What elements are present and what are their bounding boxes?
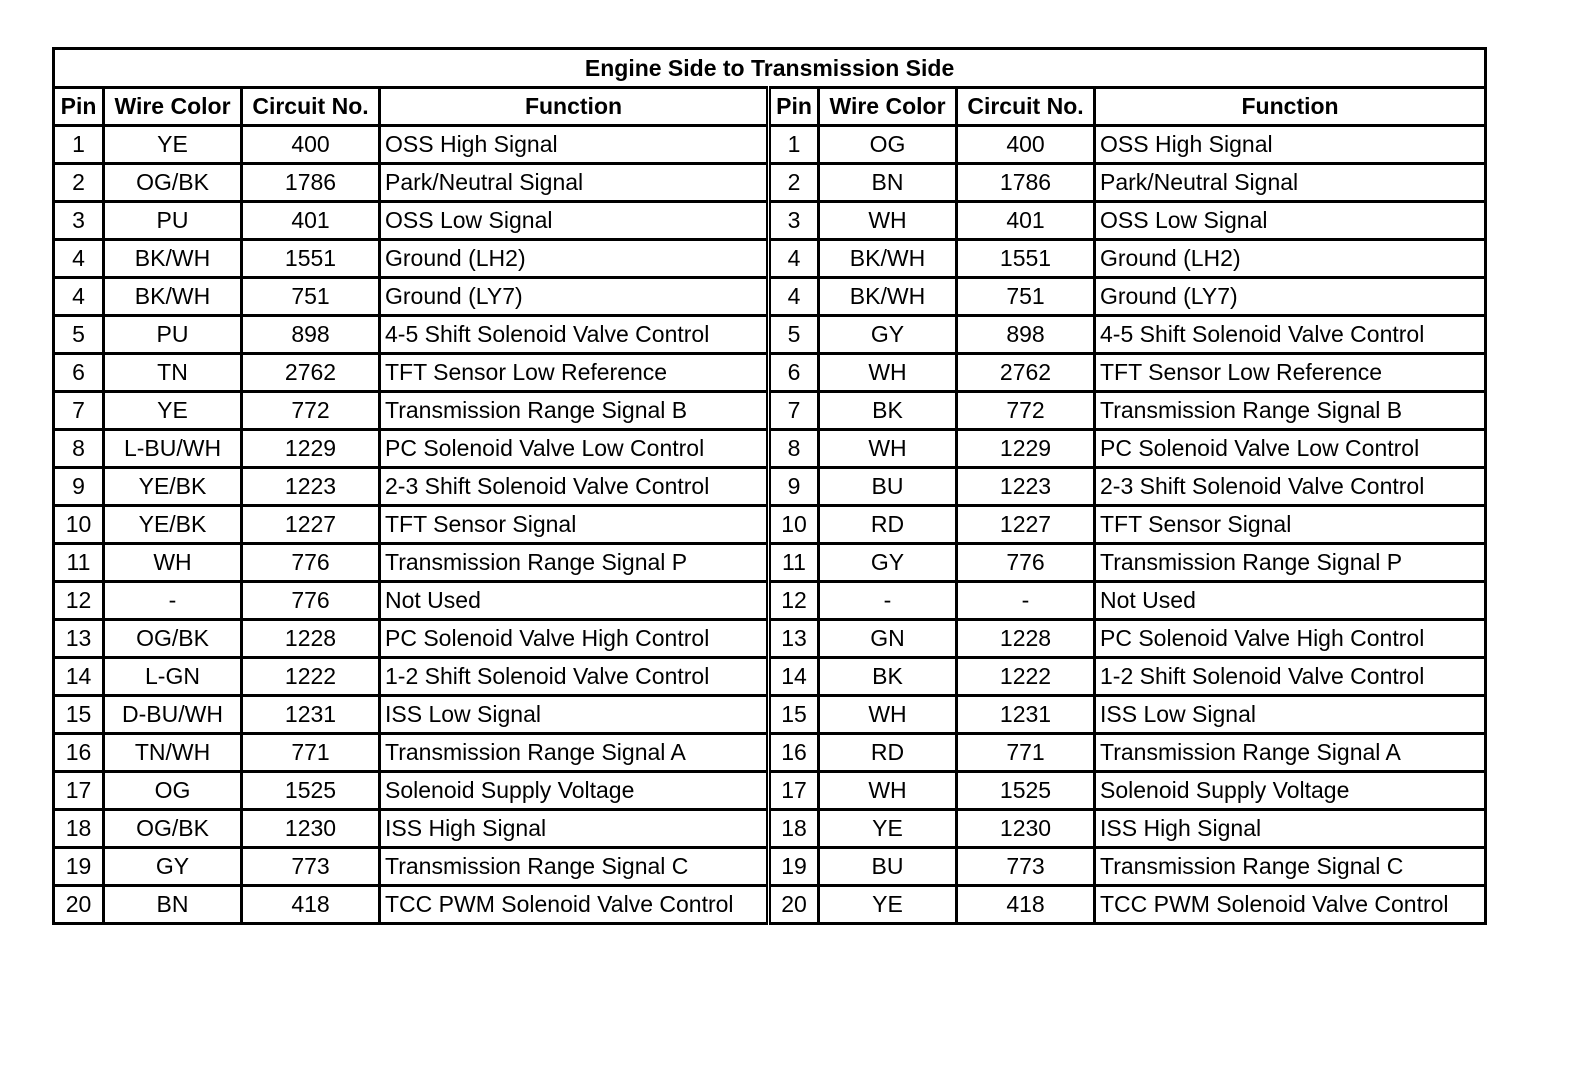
trans-circuit-no-cell: 776 <box>957 544 1095 582</box>
trans-wire-color-cell: WH <box>819 772 957 810</box>
trans-function-cell: Transmission Range Signal A <box>1095 734 1486 772</box>
trans-pin-cell: 19 <box>769 848 819 886</box>
trans-circuit-no-cell: 1230 <box>957 810 1095 848</box>
title-row <box>54 49 1486 88</box>
engine-wire-color-cell: BK/WH <box>104 240 242 278</box>
header-engine-circuit-no: Circuit No. <box>242 88 380 126</box>
engine-wire-color-cell: OG/BK <box>104 164 242 202</box>
trans-pin-cell: 6 <box>769 354 819 392</box>
trans-pin-cell: 11 <box>769 544 819 582</box>
trans-wire-color-cell: YE <box>819 810 957 848</box>
trans-function-cell: TFT Sensor Low Reference <box>1095 354 1486 392</box>
engine-circuit-no-cell: 401 <box>242 202 380 240</box>
trans-pin-cell: 3 <box>769 202 819 240</box>
engine-circuit-no-cell: 1229 <box>242 430 380 468</box>
trans-function-cell: PC Solenoid Valve Low Control <box>1095 430 1486 468</box>
trans-circuit-no-cell: 418 <box>957 886 1095 924</box>
engine-function-cell: PC Solenoid Valve High Control <box>380 620 769 658</box>
trans-pin-cell: 12 <box>769 582 819 620</box>
engine-wire-color-cell: YE/BK <box>104 506 242 544</box>
engine-pin-cell: 16 <box>54 734 104 772</box>
trans-pin-cell: 10 <box>769 506 819 544</box>
engine-circuit-no-cell: 776 <box>242 544 380 582</box>
engine-function-cell: OSS Low Signal <box>380 202 769 240</box>
engine-wire-color-cell: L-GN <box>104 658 242 696</box>
table-row <box>54 240 1486 278</box>
table-row <box>54 354 1486 392</box>
table-row <box>54 430 1486 468</box>
trans-function-cell: Transmission Range Signal P <box>1095 544 1486 582</box>
trans-function-cell: Park/Neutral Signal <box>1095 164 1486 202</box>
table-row <box>54 582 1486 620</box>
engine-circuit-no-cell: 400 <box>242 126 380 164</box>
trans-circuit-no-cell: 1222 <box>957 658 1095 696</box>
table-row <box>54 848 1486 886</box>
engine-function-cell: TFT Sensor Signal <box>380 506 769 544</box>
trans-function-cell: Transmission Range Signal C <box>1095 848 1486 886</box>
engine-circuit-no-cell: 772 <box>242 392 380 430</box>
header-trans-pin: Pin <box>769 88 819 126</box>
table-row <box>54 202 1486 240</box>
engine-function-cell: 1-2 Shift Solenoid Valve Control <box>380 658 769 696</box>
trans-wire-color-cell: WH <box>819 354 957 392</box>
trans-circuit-no-cell: 1551 <box>957 240 1095 278</box>
engine-wire-color-cell: TN <box>104 354 242 392</box>
engine-function-cell: TFT Sensor Low Reference <box>380 354 769 392</box>
engine-wire-color-cell: TN/WH <box>104 734 242 772</box>
engine-function-cell: ISS Low Signal <box>380 696 769 734</box>
trans-pin-cell: 17 <box>769 772 819 810</box>
trans-wire-color-cell: - <box>819 582 957 620</box>
engine-pin-cell: 20 <box>54 886 104 924</box>
trans-wire-color-cell: WH <box>819 430 957 468</box>
trans-circuit-no-cell: 751 <box>957 278 1095 316</box>
trans-wire-color-cell: GY <box>819 316 957 354</box>
connector-pinout-table <box>52 47 1487 925</box>
trans-function-cell: ISS High Signal <box>1095 810 1486 848</box>
engine-circuit-no-cell: 1231 <box>242 696 380 734</box>
engine-pin-cell: 4 <box>54 278 104 316</box>
engine-pin-cell: 7 <box>54 392 104 430</box>
engine-pin-cell: 18 <box>54 810 104 848</box>
engine-wire-color-cell: PU <box>104 316 242 354</box>
trans-circuit-no-cell: 1223 <box>957 468 1095 506</box>
trans-function-cell: ISS Low Signal <box>1095 696 1486 734</box>
engine-function-cell: ISS High Signal <box>380 810 769 848</box>
engine-wire-color-cell: GY <box>104 848 242 886</box>
table-title: Engine Side to Transmission Side <box>54 49 1486 88</box>
trans-function-cell: TCC PWM Solenoid Valve Control <box>1095 886 1486 924</box>
trans-circuit-no-cell: 772 <box>957 392 1095 430</box>
table-row <box>54 278 1486 316</box>
engine-circuit-no-cell: 418 <box>242 886 380 924</box>
header-trans-function: Function <box>1095 88 1486 126</box>
engine-pin-cell: 4 <box>54 240 104 278</box>
header-engine-wire-color: Wire Color <box>104 88 242 126</box>
engine-pin-cell: 6 <box>54 354 104 392</box>
table-row <box>54 126 1486 164</box>
engine-function-cell: OSS High Signal <box>380 126 769 164</box>
trans-pin-cell: 16 <box>769 734 819 772</box>
trans-function-cell: TFT Sensor Signal <box>1095 506 1486 544</box>
table-row <box>54 506 1486 544</box>
engine-wire-color-cell: BK/WH <box>104 278 242 316</box>
trans-circuit-no-cell: 773 <box>957 848 1095 886</box>
engine-pin-cell: 10 <box>54 506 104 544</box>
header-trans-circuit-no: Circuit No. <box>957 88 1095 126</box>
header-engine-pin: Pin <box>54 88 104 126</box>
engine-pin-cell: 12 <box>54 582 104 620</box>
engine-pin-cell: 17 <box>54 772 104 810</box>
trans-circuit-no-cell: 400 <box>957 126 1095 164</box>
trans-pin-cell: 18 <box>769 810 819 848</box>
trans-circuit-no-cell: 771 <box>957 734 1095 772</box>
engine-circuit-no-cell: 2762 <box>242 354 380 392</box>
engine-function-cell: Transmission Range Signal B <box>380 392 769 430</box>
table-row <box>54 620 1486 658</box>
engine-wire-color-cell: YE <box>104 392 242 430</box>
trans-pin-cell: 4 <box>769 240 819 278</box>
trans-pin-cell: 4 <box>769 278 819 316</box>
trans-circuit-no-cell: 2762 <box>957 354 1095 392</box>
trans-wire-color-cell: BU <box>819 468 957 506</box>
engine-function-cell: Ground (LH2) <box>380 240 769 278</box>
trans-function-cell: 1-2 Shift Solenoid Valve Control <box>1095 658 1486 696</box>
header-row <box>54 88 1486 126</box>
engine-circuit-no-cell: 1227 <box>242 506 380 544</box>
engine-wire-color-cell: YE/BK <box>104 468 242 506</box>
engine-circuit-no-cell: 1525 <box>242 772 380 810</box>
engine-function-cell: 4-5 Shift Solenoid Valve Control <box>380 316 769 354</box>
engine-function-cell: Ground (LY7) <box>380 278 769 316</box>
engine-function-cell: PC Solenoid Valve Low Control <box>380 430 769 468</box>
engine-pin-cell: 8 <box>54 430 104 468</box>
engine-wire-color-cell: OG/BK <box>104 810 242 848</box>
table-row <box>54 164 1486 202</box>
trans-function-cell: Ground (LY7) <box>1095 278 1486 316</box>
engine-function-cell: Park/Neutral Signal <box>380 164 769 202</box>
trans-pin-cell: 9 <box>769 468 819 506</box>
table-row <box>54 544 1486 582</box>
engine-pin-cell: 1 <box>54 126 104 164</box>
trans-function-cell: OSS High Signal <box>1095 126 1486 164</box>
engine-pin-cell: 3 <box>54 202 104 240</box>
trans-wire-color-cell: BK <box>819 392 957 430</box>
engine-pin-cell: 2 <box>54 164 104 202</box>
trans-wire-color-cell: GY <box>819 544 957 582</box>
engine-function-cell: TCC PWM Solenoid Valve Control <box>380 886 769 924</box>
trans-pin-cell: 5 <box>769 316 819 354</box>
engine-circuit-no-cell: 1551 <box>242 240 380 278</box>
engine-pin-cell: 15 <box>54 696 104 734</box>
trans-circuit-no-cell: 401 <box>957 202 1095 240</box>
engine-wire-color-cell: WH <box>104 544 242 582</box>
engine-function-cell: Transmission Range Signal P <box>380 544 769 582</box>
trans-circuit-no-cell: 1231 <box>957 696 1095 734</box>
trans-function-cell: Solenoid Supply Voltage <box>1095 772 1486 810</box>
trans-function-cell: Transmission Range Signal B <box>1095 392 1486 430</box>
table-row <box>54 810 1486 848</box>
engine-circuit-no-cell: 1230 <box>242 810 380 848</box>
trans-pin-cell: 15 <box>769 696 819 734</box>
engine-function-cell: Solenoid Supply Voltage <box>380 772 769 810</box>
trans-circuit-no-cell: 1229 <box>957 430 1095 468</box>
engine-circuit-no-cell: 1222 <box>242 658 380 696</box>
trans-wire-color-cell: GN <box>819 620 957 658</box>
table-row <box>54 734 1486 772</box>
engine-circuit-no-cell: 776 <box>242 582 380 620</box>
trans-circuit-no-cell: 1786 <box>957 164 1095 202</box>
table-row <box>54 696 1486 734</box>
trans-function-cell: 4-5 Shift Solenoid Valve Control <box>1095 316 1486 354</box>
header-engine-function: Function <box>380 88 769 126</box>
trans-pin-cell: 14 <box>769 658 819 696</box>
trans-circuit-no-cell: 1227 <box>957 506 1095 544</box>
engine-circuit-no-cell: 1786 <box>242 164 380 202</box>
engine-pin-cell: 14 <box>54 658 104 696</box>
trans-pin-cell: 1 <box>769 126 819 164</box>
engine-wire-color-cell: BN <box>104 886 242 924</box>
trans-wire-color-cell: BN <box>819 164 957 202</box>
trans-pin-cell: 20 <box>769 886 819 924</box>
trans-function-cell: OSS Low Signal <box>1095 202 1486 240</box>
trans-circuit-no-cell: 898 <box>957 316 1095 354</box>
engine-function-cell: 2-3 Shift Solenoid Valve Control <box>380 468 769 506</box>
trans-wire-color-cell: OG <box>819 126 957 164</box>
engine-function-cell: Transmission Range Signal A <box>380 734 769 772</box>
table-row <box>54 392 1486 430</box>
trans-wire-color-cell: RD <box>819 734 957 772</box>
engine-wire-color-cell: L-BU/WH <box>104 430 242 468</box>
engine-circuit-no-cell: 773 <box>242 848 380 886</box>
trans-pin-cell: 8 <box>769 430 819 468</box>
engine-pin-cell: 13 <box>54 620 104 658</box>
engine-pin-cell: 19 <box>54 848 104 886</box>
engine-pin-cell: 9 <box>54 468 104 506</box>
engine-pin-cell: 11 <box>54 544 104 582</box>
trans-circuit-no-cell: 1228 <box>957 620 1095 658</box>
trans-wire-color-cell: YE <box>819 886 957 924</box>
trans-function-cell: Ground (LH2) <box>1095 240 1486 278</box>
engine-wire-color-cell: D-BU/WH <box>104 696 242 734</box>
table-row <box>54 658 1486 696</box>
trans-wire-color-cell: WH <box>819 202 957 240</box>
table-row <box>54 772 1486 810</box>
trans-pin-cell: 7 <box>769 392 819 430</box>
engine-circuit-no-cell: 1228 <box>242 620 380 658</box>
engine-wire-color-cell: YE <box>104 126 242 164</box>
engine-pin-cell: 5 <box>54 316 104 354</box>
trans-wire-color-cell: BK <box>819 658 957 696</box>
engine-circuit-no-cell: 1223 <box>242 468 380 506</box>
engine-circuit-no-cell: 751 <box>242 278 380 316</box>
engine-function-cell: Not Used <box>380 582 769 620</box>
engine-wire-color-cell: OG/BK <box>104 620 242 658</box>
table-row <box>54 468 1486 506</box>
trans-function-cell: Not Used <box>1095 582 1486 620</box>
table-row <box>54 316 1486 354</box>
engine-wire-color-cell: PU <box>104 202 242 240</box>
trans-pin-cell: 13 <box>769 620 819 658</box>
trans-wire-color-cell: RD <box>819 506 957 544</box>
engine-wire-color-cell: OG <box>104 772 242 810</box>
table-row <box>54 886 1486 924</box>
trans-circuit-no-cell: 1525 <box>957 772 1095 810</box>
trans-wire-color-cell: BK/WH <box>819 240 957 278</box>
engine-wire-color-cell: - <box>104 582 242 620</box>
trans-function-cell: PC Solenoid Valve High Control <box>1095 620 1486 658</box>
header-trans-wire-color: Wire Color <box>819 88 957 126</box>
engine-circuit-no-cell: 898 <box>242 316 380 354</box>
table-body <box>54 126 1486 924</box>
trans-wire-color-cell: WH <box>819 696 957 734</box>
engine-function-cell: Transmission Range Signal C <box>380 848 769 886</box>
trans-pin-cell: 2 <box>769 164 819 202</box>
trans-wire-color-cell: BK/WH <box>819 278 957 316</box>
trans-wire-color-cell: BU <box>819 848 957 886</box>
trans-function-cell: 2-3 Shift Solenoid Valve Control <box>1095 468 1486 506</box>
trans-circuit-no-cell: - <box>957 582 1095 620</box>
engine-circuit-no-cell: 771 <box>242 734 380 772</box>
